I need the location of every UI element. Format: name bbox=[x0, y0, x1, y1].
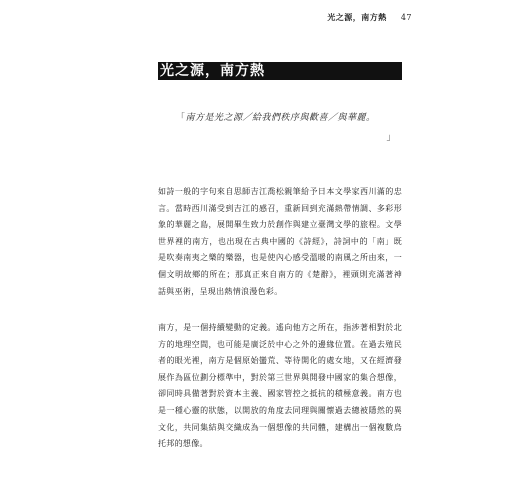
page-number: 47 bbox=[400, 13, 412, 22]
epigraph bbox=[176, 108, 404, 148]
epigraph-line-1 bbox=[176, 108, 404, 128]
body-paragraph-1: 如詩一般的字句來自思師吉江喬松親筆給予日本文學家西川滿的忠言。當時西川滿受到吉江的感召，重新回到充滿熱帶情調、多彩形象的華麗之島，展開畢生致力於創作與建立臺灣文學的旅程。文學世界裡的南方，也出現在古典中國的《詩經》，詩詞中的「南」既是吹奏南夷之樂的樂器，也是使內心感受溫暖的南風之所由來，一個文明故鄉的所在；那真正來自南方的《楚辭》，裡頭則充滿著神話與巫術，呈現出熱情浪漫色彩。 bbox=[158, 187, 402, 296]
running-header-title: 光之源，南方熱 bbox=[327, 12, 387, 22]
running-header bbox=[327, 12, 412, 23]
epigraph-close-mark: 」 bbox=[386, 133, 396, 143]
body-paragraph-2: 南方，是一個持續變動的定義。遙向他方之所在，指涉著相對於北方的地理空間，也可能是廣泛於中心之外的邊緣位置。在過去殖民者的眼光裡，南方是個原始蠻荒、等待開化的處女地，又在經濟發展作為區位劃分標準中，對於第三世界與開發中國家的集合想像，卻同時具備著對於資本主義、國家管控之抵抗的積極意義。南方也是一種心靈的狀態，以開放的角度去同理與關懷過去總被隱然的異文化，共同集結與交織成為一個想像的共同體，建構出一個複數烏托邦的想像。 bbox=[158, 323, 402, 449]
epigraph-open-mark: 「 bbox=[176, 113, 186, 123]
epigraph-text: 南方是光之源／給我們秩序與歡喜／與華麗。 bbox=[185, 113, 376, 123]
epigraph-line-2 bbox=[176, 128, 404, 148]
section-title: 光之源，南方熱 bbox=[158, 62, 402, 80]
